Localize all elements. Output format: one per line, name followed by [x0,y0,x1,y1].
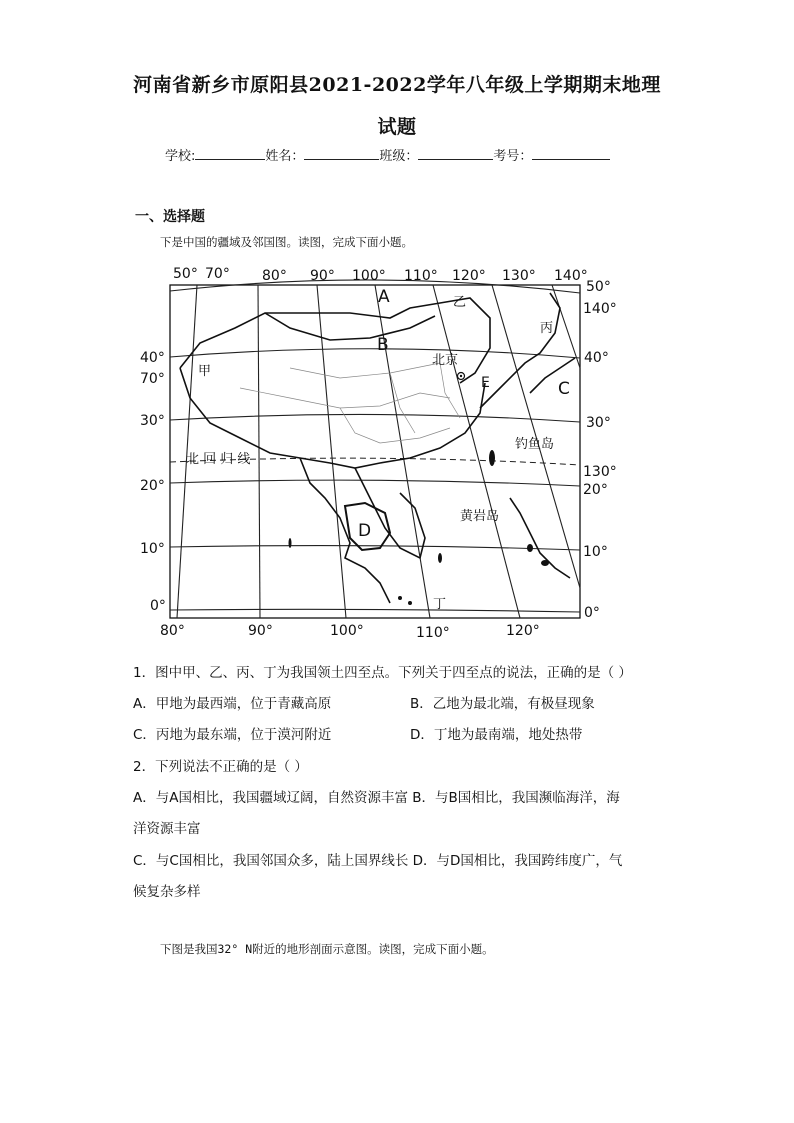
right-lat-label-40: 40° [584,350,609,366]
left-lat-label-10: 10° [140,541,165,557]
page-title: 河南省新乡市原阳县2021-2022学年八年级上学期期末地理 [133,74,661,96]
student-info-line [165,145,610,164]
region-label-b: B [377,335,389,355]
question-2-stem: 2．下列说法不正确的是（ ） [133,759,308,775]
right-lat-label-0: 0° [584,605,600,621]
right-lat-label-140: 140° [583,301,617,317]
huangyan-island-label: 黄岩岛 [460,509,500,524]
bottom-lon-label-100: 100° [330,623,364,638]
class-blank[interactable] [418,147,493,160]
second-intro: 下图是我国32° N附近的地形剖面示意图。读图，完成下面小题。 [160,942,494,956]
point-label-jia: 甲 [198,364,212,379]
lon-label-80: 80° [262,268,287,284]
lon-label-90: 90° [310,268,335,284]
lon-label-50: 50° [173,266,198,282]
right-lat-label-30: 30° [586,415,611,431]
bottom-lon-label-120: 120° [506,623,540,638]
question-2-options-ab-continued: 洋资源丰富 [133,821,201,837]
lon-label-130: 130° [502,268,536,284]
question-2-options-cd-continued: 候复杂多样 [133,884,201,900]
point-label-bing: 丙 [540,321,554,336]
beijing-label: 北京 [432,353,459,368]
question-2-options-cd[interactable]: C．与C国相比，我国邻国众多，陆上国界线长 D．与D国相比，我国跨纬度广，气 [133,853,623,869]
school-blank[interactable] [195,147,265,160]
right-lat-label-130: 130° [583,464,617,480]
lon-label-120: 120° [452,268,486,284]
question-1-stem: 1．图中甲、乙、丙、丁为我国领土四至点。下列关于四至点的说法，正确的是（ ） [133,665,632,681]
question-2-options-ab[interactable]: A．与A国相比，我国疆域辽阔，自然资源丰富 B．与B国相比，我国濒临海洋，海 [133,790,620,806]
name-label: 姓名： [265,149,305,164]
left-lat-label-0: 0° [150,598,166,614]
right-lat-label-10: 10° [583,544,608,560]
left-lat-label-70: 70° [140,371,165,387]
right-lat-label-20: 20° [583,482,608,498]
exam-no-label: 考号： [493,149,533,164]
bottom-lon-label-80: 80° [160,623,185,638]
region-label-a: A [378,287,390,307]
china-territory-map [140,258,640,638]
tropic-of-cancer-label: 北 回 归 线 [186,452,251,467]
school-label: 学校: [165,149,196,164]
lon-label-140: 140° [554,268,588,284]
diaoyu-island-label: 钓鱼岛 [515,437,555,452]
left-lat-label-40: 40° [140,350,165,366]
lon-label-100: 100° [352,268,386,284]
left-lat-label-20: 20° [140,478,165,494]
exam-no-blank[interactable] [532,147,610,160]
beijing-marker-dot [460,375,462,377]
section-heading: 一、选择题 [135,209,205,225]
question-1-option-a[interactable]: A．甲地为最西端，位于青藏高原 [133,696,332,712]
region-label-c: C [558,379,570,399]
question-1-option-c[interactable]: C．丙地为最东端，位于漠河附近 [133,727,332,743]
class-label: 班级： [379,149,419,164]
bottom-lon-label-110: 110° [416,625,450,638]
right-lat-label-50: 50° [586,279,611,295]
lon-label-110: 110° [404,268,438,284]
region-label-d: D [358,521,372,541]
region-label-e: E [481,375,490,391]
question-1-option-d[interactable]: D．丁地为最南端，地处热带 [410,727,583,743]
page-title-continued: 试题 [377,116,417,138]
lon-label-70: 70° [205,266,230,282]
question-1-option-b[interactable]: B．乙地为最北端，有极昼现象 [410,696,595,712]
point-label-ding: 丁 [433,597,447,612]
bottom-lon-label-90: 90° [248,623,273,638]
name-blank[interactable] [304,147,379,160]
left-lat-label-30: 30° [140,413,165,429]
question-intro: 下是中国的疆域及邻国图。读图，完成下面小题。 [160,235,413,249]
point-label-yi: 乙 [453,295,467,310]
